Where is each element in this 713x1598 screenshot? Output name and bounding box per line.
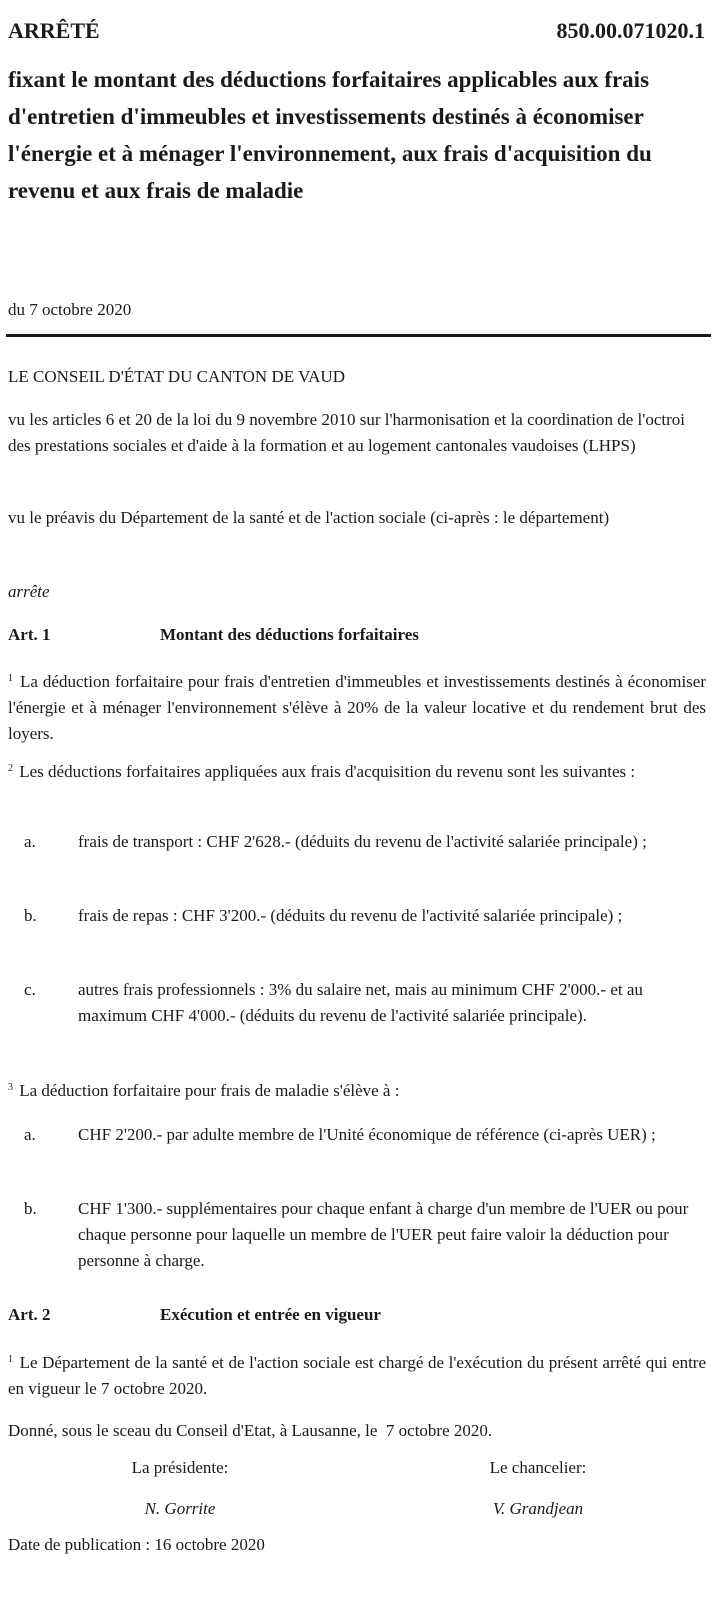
article-1-paragraph-2 — [8, 759, 706, 785]
considerant-preavis: vu le préavis du Département de la santé et de l'action sociale (ci-après : le département) — [8, 508, 610, 527]
document-reference: 850.00.071020.1 — [556, 18, 705, 43]
list-item-marker: b. — [24, 1199, 37, 1218]
list-item-text: CHF 2'200.- par adulte membre de l'Unité économique de référence (ci-après UER) ; — [78, 1125, 656, 1144]
article-2-paragraph-1 — [8, 1350, 706, 1402]
list-item-text: frais de transport : CHF 2'628.- (déduits du revenu de l'activité salariée principale) ; — [78, 832, 647, 851]
list-item-text: CHF 1'300.- supplémentaires pour chaque enfant à charge d'un membre de l'UER ou pour chaque personne pour laquelle un membre de l'UER peut faire valoir la déduction pour personne à charge. — [78, 1199, 689, 1270]
issuing-authority: LE CONSEIL D'ÉTAT DU CANTON DE VAUD — [8, 367, 345, 386]
signatory-right-name: V. Grandjean — [492, 1499, 584, 1518]
list-item-marker: a. — [24, 1125, 36, 1144]
article-2-title: Exécution et entrée en vigueur — [160, 1305, 381, 1324]
document-date: du 7 octobre 2020 — [8, 300, 132, 319]
signatory-right-label: Le chancelier: — [489, 1458, 587, 1477]
article-2-number: Art. 2 — [8, 1305, 51, 1324]
list-item-marker: c. — [24, 980, 36, 999]
header-divider — [6, 334, 711, 337]
list-item-text: frais de repas : CHF 3'200.- (déduits du revenu de l'activité salariée principale) ; — [78, 906, 623, 925]
paragraph-text: Le Département de la santé et de l'action sociale est chargé de l'exécution du présent arrêté qui entre en vigueur le 7 octobre 2020. — [8, 1353, 706, 1398]
paragraph-text: La déduction forfaitaire pour frais d'entretien d'immeubles et investissements destinés à économiser l'énergie et à ménager l'environnement s'élève à 20% de la valeur locative et du rendement brut des loyers. — [8, 672, 707, 743]
considerant-law: vu les articles 6 et 20 de la loi du 9 novembre 2010 sur l'harmonisation et la coordination de l'octroi des prestations sociales et d'aide à la formation et au logement cantonales vaudoises (LHPS) — [8, 410, 685, 455]
paragraph-number: 3 — [8, 1082, 13, 1093]
list-item-text: autres frais professionnels : 3% du salaire net, mais au minimum CHF 2'000.- et au maximum CHF 4'000.- (déduits du revenu de l'activité salariée principale). — [78, 980, 643, 1025]
article-1-paragraph-3 — [8, 1078, 706, 1104]
arrete-verb: arrête — [8, 582, 50, 601]
paragraph-number: 2 — [8, 763, 13, 774]
article-1-title: Montant des déductions forfaitaires — [160, 625, 419, 644]
list-item-marker: b. — [24, 906, 37, 925]
list-item-marker: a. — [24, 832, 36, 851]
paragraph-text: La déduction forfaitaire pour frais de maladie s'élève à : — [19, 1081, 400, 1100]
given-under-seal: Donné, sous le sceau du Conseil d'Etat, à Lausanne, le 7 octobre 2020. — [8, 1421, 493, 1440]
paragraph-text: Les déductions forfaitaires appliquées aux frais d'acquisition du revenu sont les suivantes : — [19, 762, 636, 781]
article-1-paragraph-1 — [8, 669, 706, 747]
signatory-left-label: La présidente: — [131, 1458, 229, 1477]
paragraph-number: 1 — [8, 673, 13, 684]
paragraph-number: 1 — [8, 1354, 13, 1365]
signatory-left-name: N. Gorrite — [144, 1499, 216, 1518]
document-title: fixant le montant des déductions forfaitaires applicables aux frais d'entretien d'immeubles et investissements destinés à économiser l'énergie et à ménager l'environnement, aux frais d'acquisition du revenu et aux frais de maladie — [8, 67, 652, 203]
document-type: ARRÊTÉ — [8, 18, 100, 43]
publication-date: Date de publication : 16 octobre 2020 — [8, 1535, 265, 1554]
article-1-number: Art. 1 — [8, 625, 51, 644]
